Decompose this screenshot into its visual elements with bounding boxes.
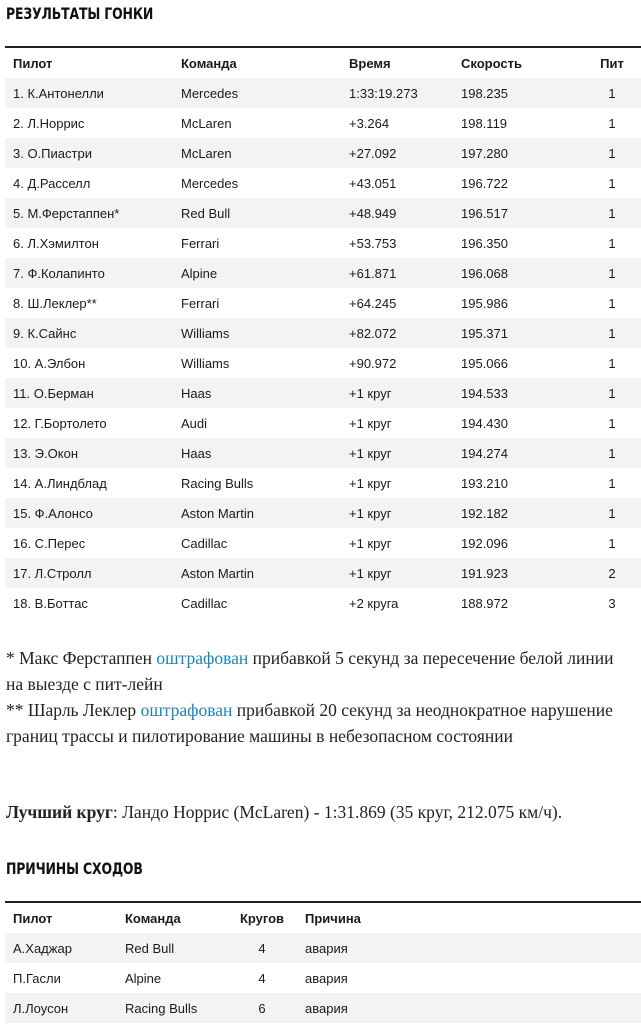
table-row — [5, 288, 641, 318]
cell-reason: авария — [297, 963, 641, 993]
cell-speed: 194.274 — [453, 438, 583, 468]
cell-team: McLaren — [173, 138, 341, 168]
cell-team: Williams — [173, 348, 341, 378]
header-team: Команда — [125, 910, 181, 926]
cell-time: +3.264 — [341, 108, 453, 138]
cell-pit: 1 — [583, 78, 641, 108]
cell-speed: 195.066 — [453, 348, 583, 378]
table-row — [5, 258, 641, 288]
cell-laps: 4 — [227, 963, 297, 993]
table-row — [5, 108, 641, 138]
table-row — [5, 468, 641, 498]
cell-team: Ferrari — [173, 228, 341, 258]
table-row — [5, 528, 641, 558]
cell-time: +90.972 — [341, 348, 453, 378]
cell-team: Cadillac — [173, 528, 341, 558]
cell-pit: 1 — [583, 378, 641, 408]
cell-driver: 15. Ф.Алонсо — [5, 498, 173, 528]
dnf-header-row — [5, 902, 641, 933]
cell-driver: А.Хаджар — [5, 933, 117, 963]
cell-driver: 4. Д.Расселл — [5, 168, 173, 198]
fastest-lap-text: : Ландо Норрис (McLaren) - 1:31.869 (35 круг, 212.075 км/ч). — [112, 802, 563, 822]
cell-speed: 196.517 — [453, 198, 583, 228]
cell-driver: 6. Л.Хэмилтон — [5, 228, 173, 258]
cell-reason: авария — [297, 993, 641, 1023]
cell-team: Mercedes — [173, 168, 341, 198]
fastest-lap — [6, 800, 636, 824]
cell-time: +1 круг — [341, 558, 453, 588]
cell-driver: Л.Лоусон — [5, 993, 117, 1023]
cell-team: Cadillac — [173, 588, 341, 618]
cell-team: Red Bull — [173, 198, 341, 228]
penalty-link[interactable]: оштрафован — [140, 700, 233, 720]
cell-pit: 1 — [583, 138, 641, 168]
penalty-note-leclerc: ** Шарль Леклер оштрафован прибавкой 20 секунд за неоднократное нарушение границ трассы и пилотирование машины в небезопасном состоянии — [6, 700, 613, 746]
table-row — [5, 228, 641, 258]
header-laps: Кругов — [239, 910, 285, 926]
cell-speed: 196.068 — [453, 258, 583, 288]
results-header-row — [5, 47, 641, 78]
cell-team: Racing Bulls — [173, 468, 341, 498]
cell-pit: 1 — [583, 468, 641, 498]
cell-driver: 5. М.Ферстаппен* — [5, 198, 173, 228]
header-pit: Пит — [600, 55, 624, 71]
cell-driver: 10. А.Элбон — [5, 348, 173, 378]
cell-pit: 2 — [583, 558, 641, 588]
cell-driver: 12. Г.Бортолето — [5, 408, 173, 438]
cell-team: Williams — [173, 318, 341, 348]
cell-time: +1 круг — [341, 468, 453, 498]
table-row — [5, 558, 641, 588]
cell-speed: 198.235 — [453, 78, 583, 108]
cell-time: +64.245 — [341, 288, 453, 318]
cell-driver: 13. Э.Окон — [5, 438, 173, 468]
cell-driver: 16. С.Перес — [5, 528, 173, 558]
cell-time: +1 круг — [341, 408, 453, 438]
header-speed: Скорость — [461, 55, 522, 71]
cell-time: 1:33:19.273 — [341, 78, 453, 108]
cell-laps: 6 — [227, 993, 297, 1023]
cell-driver: 11. О.Берман — [5, 378, 173, 408]
cell-speed: 197.280 — [453, 138, 583, 168]
table-row — [5, 348, 641, 378]
header-team: Команда — [181, 55, 237, 71]
cell-team: Haas — [173, 438, 341, 468]
cell-speed: 195.986 — [453, 288, 583, 318]
cell-team: Aston Martin — [173, 498, 341, 528]
cell-pit: 1 — [583, 258, 641, 288]
cell-speed: 196.350 — [453, 228, 583, 258]
cell-pit: 1 — [583, 318, 641, 348]
cell-team: Alpine — [173, 258, 341, 288]
cell-speed: 194.430 — [453, 408, 583, 438]
penalty-notes — [6, 645, 634, 749]
cell-time: +2 круга — [341, 588, 453, 618]
cell-driver: 8. Ш.Леклер** — [5, 288, 173, 318]
cell-pit: 1 — [583, 108, 641, 138]
cell-team: Racing Bulls — [117, 993, 227, 1023]
table-row — [5, 498, 641, 528]
cell-speed: 198.119 — [453, 108, 583, 138]
cell-driver: 7. Ф.Колапинто — [5, 258, 173, 288]
results-title: РЕЗУЛЬТАТЫ ГОНКИ — [6, 4, 154, 23]
cell-driver: 18. В.Боттас — [5, 588, 173, 618]
cell-time: +1 круг — [341, 378, 453, 408]
cell-pit: 3 — [583, 588, 641, 618]
cell-speed: 191.923 — [453, 558, 583, 588]
results-table — [5, 46, 641, 618]
cell-time: +1 круг — [341, 498, 453, 528]
header-reason: Причина — [305, 910, 361, 926]
table-row — [5, 438, 641, 468]
cell-pit: 1 — [583, 498, 641, 528]
dnf-title: ПРИЧИНЫ СХОДОВ — [6, 859, 143, 878]
table-row — [5, 408, 641, 438]
cell-pit: 1 — [583, 228, 641, 258]
table-row — [5, 138, 641, 168]
cell-pit: 1 — [583, 438, 641, 468]
cell-time: +61.871 — [341, 258, 453, 288]
table-row — [5, 378, 641, 408]
cell-time: +27.092 — [341, 138, 453, 168]
table-row — [5, 198, 641, 228]
cell-pit: 1 — [583, 408, 641, 438]
cell-speed: 194.533 — [453, 378, 583, 408]
cell-time: +53.753 — [341, 228, 453, 258]
cell-team: Aston Martin — [173, 558, 341, 588]
cell-driver: 1. К.Антонелли — [5, 78, 173, 108]
cell-time: +82.072 — [341, 318, 453, 348]
cell-team: Red Bull — [117, 933, 227, 963]
cell-pit: 1 — [583, 348, 641, 378]
cell-driver: 14. А.Линдблад — [5, 468, 173, 498]
cell-team: Alpine — [117, 963, 227, 993]
table-row — [5, 588, 641, 618]
cell-pit: 1 — [583, 288, 641, 318]
cell-pit: 1 — [583, 198, 641, 228]
table-row — [5, 993, 641, 1023]
cell-speed: 196.722 — [453, 168, 583, 198]
cell-time: +43.051 — [341, 168, 453, 198]
cell-reason: авария — [297, 933, 641, 963]
cell-driver: 2. Л.Норрис — [5, 108, 173, 138]
cell-driver: П.Гасли — [5, 963, 117, 993]
penalty-note-verstappen: * Макс Ферстаппен оштрафован прибавкой 5 секунд за пересечение белой линии на выезде с пит-лейн — [6, 648, 614, 694]
cell-driver: 17. Л.Стролл — [5, 558, 173, 588]
cell-time: +1 круг — [341, 528, 453, 558]
cell-speed: 192.096 — [453, 528, 583, 558]
cell-team: Audi — [173, 408, 341, 438]
cell-team: Haas — [173, 378, 341, 408]
table-row — [5, 78, 641, 108]
cell-speed: 188.972 — [453, 588, 583, 618]
cell-laps: 4 — [227, 933, 297, 963]
table-row — [5, 933, 641, 963]
dnf-table — [5, 901, 641, 1023]
cell-driver: 3. О.Пиастри — [5, 138, 173, 168]
cell-pit: 1 — [583, 528, 641, 558]
cell-speed: 193.210 — [453, 468, 583, 498]
cell-speed: 195.371 — [453, 318, 583, 348]
cell-speed: 192.182 — [453, 498, 583, 528]
table-row — [5, 963, 641, 993]
cell-team: Ferrari — [173, 288, 341, 318]
header-time: Время — [349, 55, 391, 71]
cell-team: Mercedes — [173, 78, 341, 108]
penalty-link[interactable]: оштрафован — [156, 648, 249, 668]
table-row — [5, 318, 641, 348]
cell-time: +48.949 — [341, 198, 453, 228]
header-driver: Пилот — [13, 55, 53, 71]
cell-team: McLaren — [173, 108, 341, 138]
cell-driver: 9. К.Сайнс — [5, 318, 173, 348]
cell-time: +1 круг — [341, 438, 453, 468]
fastest-lap-label: Лучший круг — [6, 802, 113, 822]
header-driver: Пилот — [13, 910, 53, 926]
table-row — [5, 168, 641, 198]
cell-pit: 1 — [583, 168, 641, 198]
